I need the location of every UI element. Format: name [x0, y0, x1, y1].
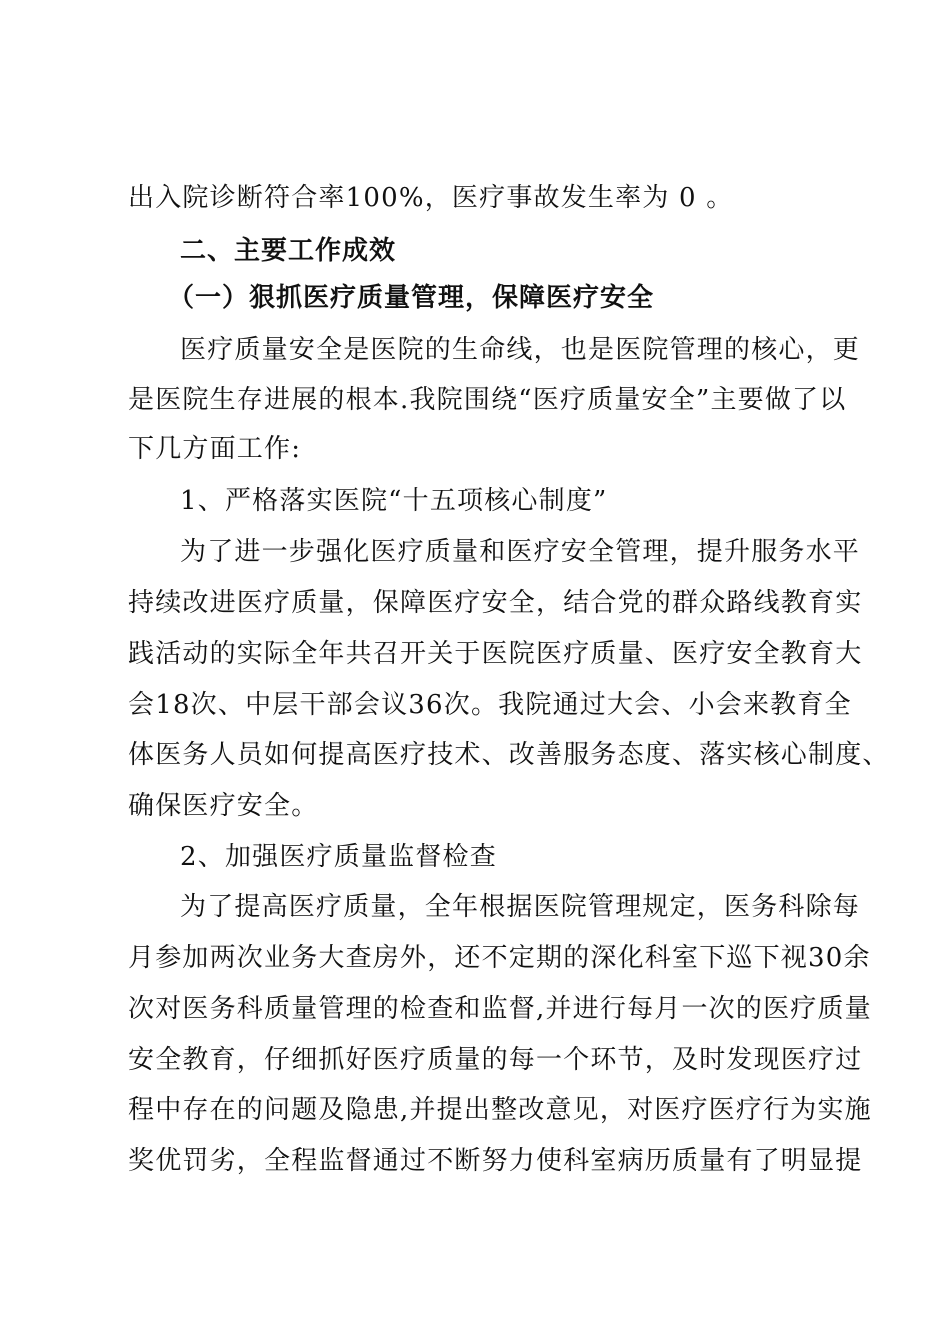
body-text-line: 医疗质量安全是医院的生命线，也是医院管理的核心，更 [180, 335, 861, 365]
body-text-line: 月参加两次业务大查房外，还不定期的深化科室下巡下视30余 [128, 943, 871, 973]
list-heading: 1、严格落实医院“十五项核心制度” [180, 486, 608, 516]
subsection-heading: （一）狠抓医疗质量管理，保障医疗安全 [168, 283, 655, 313]
body-text-line: 出入院诊断符合率100%，医疗事故发生率为 0 。 [128, 183, 734, 213]
section-heading: 二、主要工作成效 [180, 236, 397, 266]
body-text-line: 确保医疗安全。 [128, 791, 319, 821]
body-text-line: 为了进一步强化医疗质量和医疗安全管理，提升服务水平 [180, 537, 861, 567]
body-text-line: 下几方面工作: [128, 434, 302, 464]
body-text-line: 践活动的实际全年共召开关于医院医疗质量、医疗安全教育大 [128, 639, 863, 669]
body-text-line: 奖优罚劣，全程监督通过不断努力使科室病历质量有了明显提 [128, 1146, 863, 1176]
list-heading: 2、加强医疗质量监督检查 [180, 842, 497, 872]
body-text-line: 持续改进医疗质量，保障医疗安全，结合党的群众路线教育实 [128, 588, 863, 618]
body-text-line: 是医院生存进展的根本.我院围绕“医疗质量安全”主要做了以 [128, 385, 847, 415]
body-text-line: 程中存在的问题及隐患,并提出整改意见，对医疗医疗行为实施 [128, 1095, 872, 1125]
body-text-line: 为了提高医疗质量，全年根据医院管理规定，医务科除每 [180, 892, 861, 922]
body-text-line: 次对医务科质量管理的检查和监督,并进行每月一次的医疗质量 [128, 994, 872, 1024]
body-text-line: 会18次、中层干部会议36次。我院通过大会、小会来教育全 [128, 690, 852, 720]
body-text-line: 体医务人员如何提高医疗技术、改善服务态度、落实核心制度、 [128, 740, 890, 770]
body-text-line: 安全教育，仔细抓好医疗质量的每一个环节，及时发现医疗过 [128, 1045, 863, 1075]
